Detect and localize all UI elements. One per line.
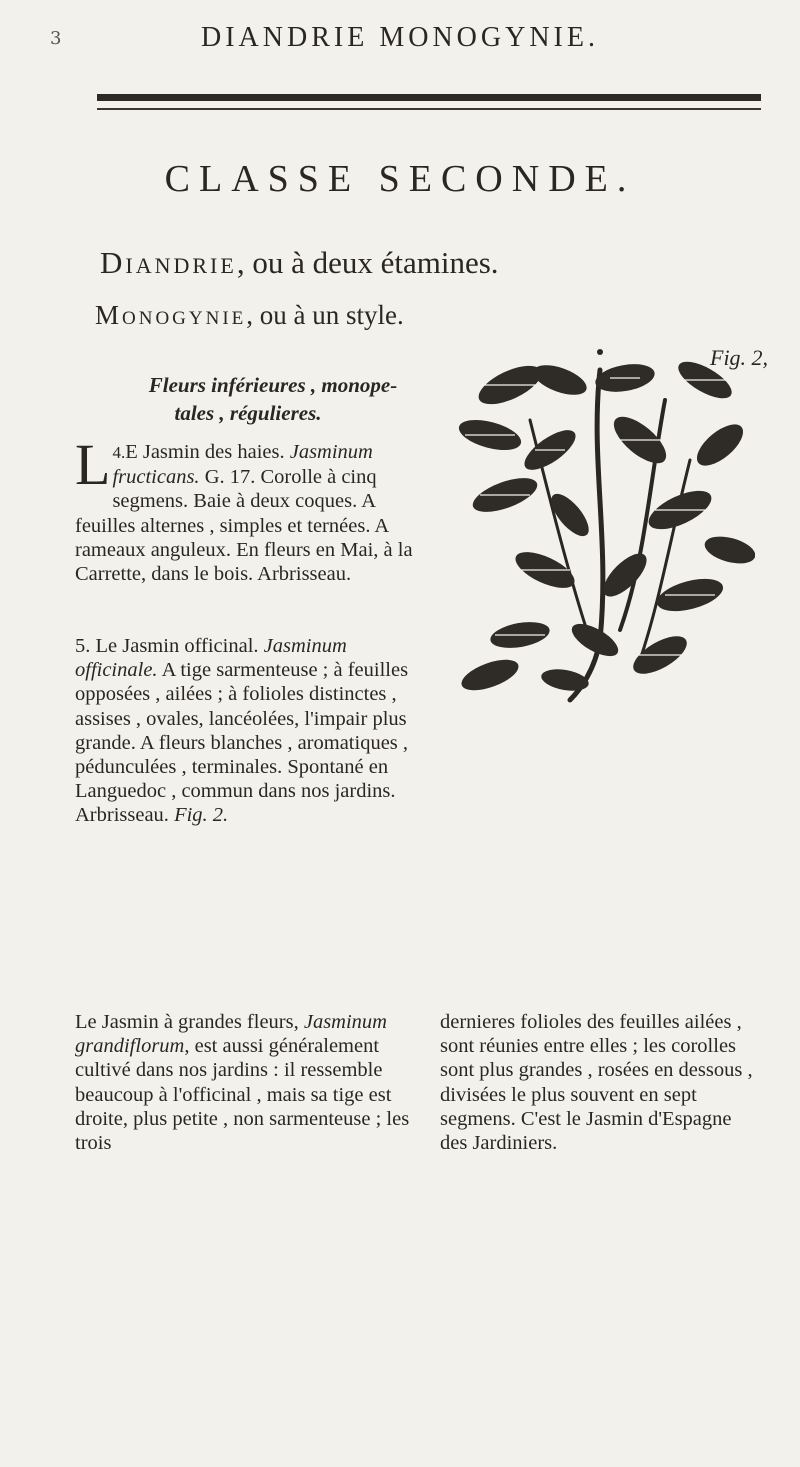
entry-number: 4. (112, 443, 126, 462)
section-heading (118, 371, 428, 427)
entry-jasmin-officinal (75, 634, 433, 828)
entry-lead: 5. Le Jasmin officinal. (75, 635, 259, 657)
entry-lead: E Jasmin des haies. (125, 441, 285, 463)
section-heading-line2: tales , régulieres. (174, 401, 322, 425)
section-heading-line1: Fleurs inférieures , monope- (148, 373, 398, 397)
drop-cap: L (75, 432, 111, 497)
jasmine-engraving (450, 340, 755, 705)
entry-jasmin-des-haies (75, 432, 433, 586)
paragraph-text: , est aussi généralement cultivé dans nos jardins : il ressemble beaucoup à l'officinal , mais sa tige est droite, plus petite , non sarmenteuse ; les trois (75, 1035, 410, 1155)
subtitle-monogynie-caps: Monogynie (95, 300, 247, 330)
subtitle-diandrie-rest: , ou à deux étamines. (236, 245, 499, 280)
subtitle-diandrie-caps: Diandrie (100, 245, 237, 280)
header-rule-thick (97, 94, 761, 101)
subtitle-monogynie-rest: , ou à un style. (246, 300, 404, 330)
latin-name: Jasminum grandiflorum (75, 1011, 387, 1058)
subtitle-diandrie (100, 245, 499, 281)
paragraph-grandiflorum (75, 1010, 420, 1155)
paragraph-lead: Le Jasmin à grandes fleurs, (75, 1011, 299, 1033)
entry-description: A tige sarmenteuse ; à feuilles opposées , ailées ; à folioles distinctes , assises , ovales, lancéolées, l'impair plus grande. A fleurs blanches , aromatiques , pédunculées , terminales. Spontané en Languedoc , commun dans nos jardins. Arbrisseau. (75, 659, 409, 827)
figure-reference: Fig. 2. (174, 804, 229, 827)
figure-caption: Fig. 2, (710, 345, 769, 370)
latin-name: Jasminum officinale. (75, 635, 347, 682)
latin-name: Jasminum fructicans. (112, 441, 373, 489)
class-title: CLASSE SECONDE. (164, 158, 636, 200)
page-number: 3 (50, 28, 62, 49)
jasmine-illustration (450, 340, 755, 705)
running-head: DIANDRIE MONOGYNIE. (201, 22, 599, 53)
paragraph-continuation: dernieres folioles des feuilles ailées , sont réunies entre elles ; les corolles sont plus grandes , rosées en dessous , divisées le plus souvent en sept segmens. C'est le Jasmin d'Espagne des Jardiniers. (440, 1011, 753, 1155)
subtitle-monogynie (95, 300, 404, 331)
entry-description: G. 17. Corolle à cinq segmens. Baie à deux coques. A feuilles alternes , simples et ternées. A rameaux anguleux. En fleurs en Mai, à la Carrette, dans le bois. Arbrisseau. (75, 466, 413, 586)
header-rule-thin (97, 108, 761, 110)
